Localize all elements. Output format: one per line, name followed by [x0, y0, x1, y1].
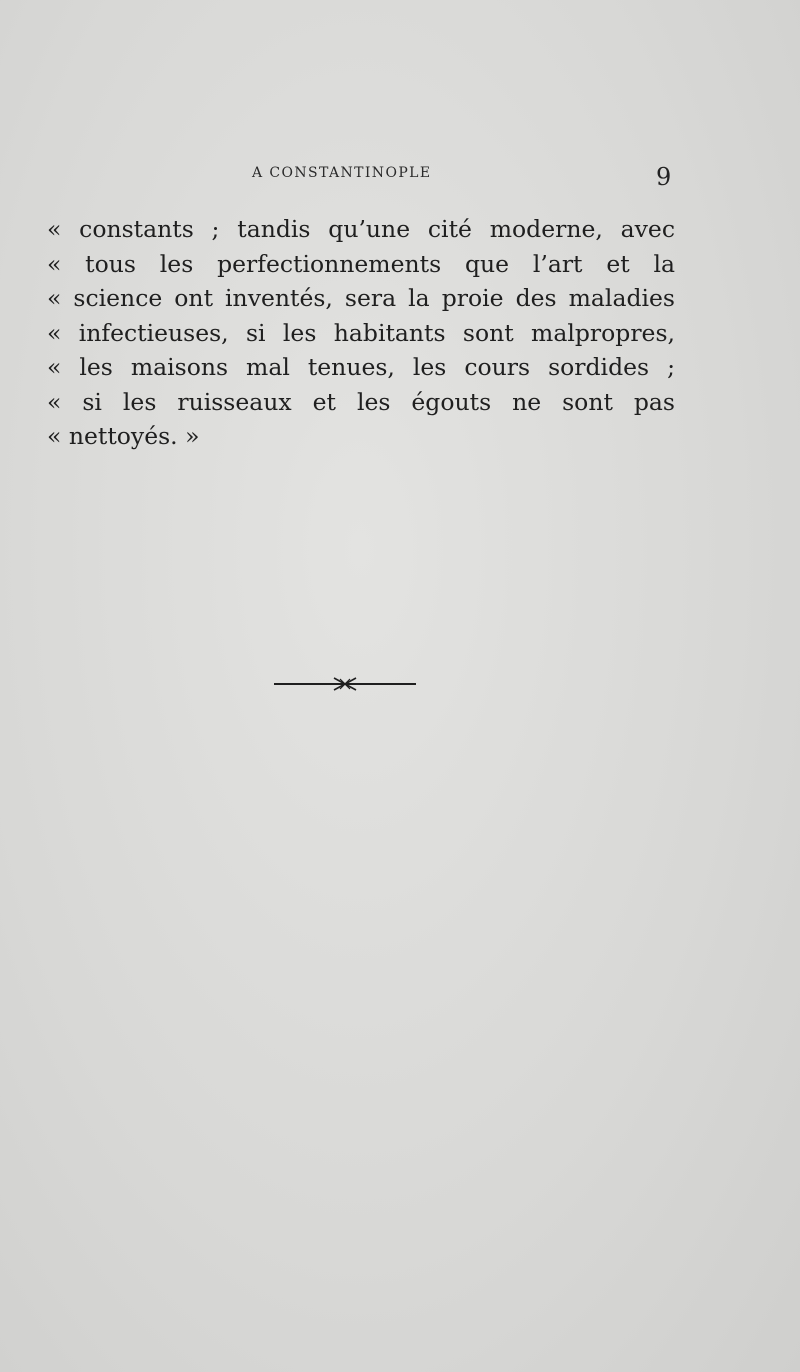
text-line: « nettoyés. » [47, 422, 200, 450]
text-line: « constants ; tandis qu’une cité moderne, avec [47, 215, 675, 243]
tailpiece-ornament-icon [272, 670, 418, 698]
page-number: 9 [656, 163, 672, 191]
text-line: « les maisons mal tenues, les cours sordides ; [47, 353, 675, 381]
text-line: « tous les perfectionnements que l’art et la [47, 249, 675, 278]
running-title: A CONSTANTINOPLE [252, 165, 432, 181]
text-line: « infectieuses, si les habitants sont malpropres, [47, 318, 675, 347]
body-text [47, 212, 675, 454]
running-head [0, 163, 800, 193]
text-line: « si les ruisseaux et les égouts ne sont pas [47, 387, 675, 416]
text-line: « science ont inventés, sera la proie des maladies [47, 284, 675, 312]
